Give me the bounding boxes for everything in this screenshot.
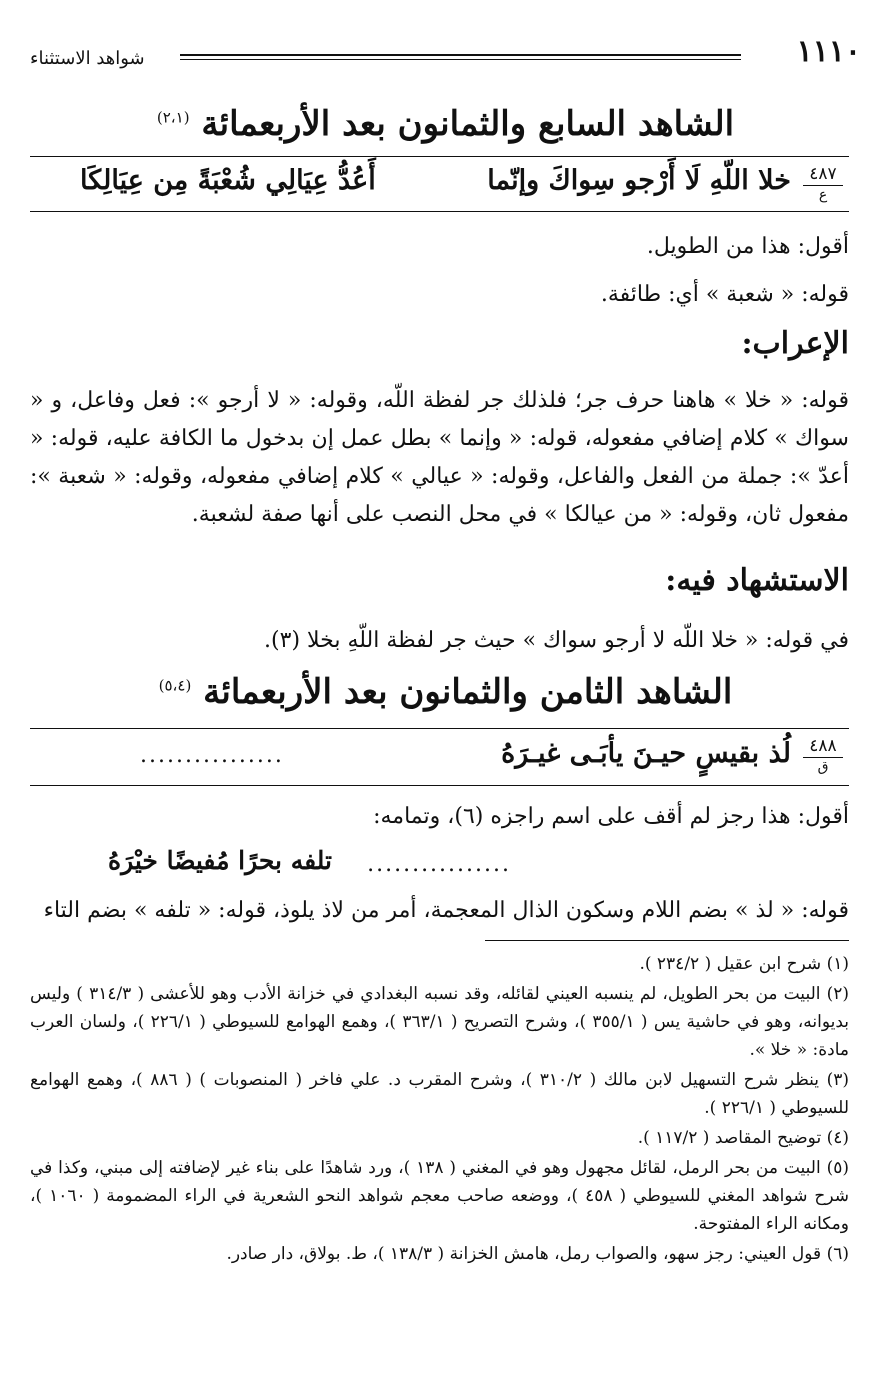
verse-488-ellipsis: ................ — [140, 743, 284, 768]
paragraph-istishhad: في قوله: « خلا اللّه لا أرجو سواك » حيث جر لفظة اللّهِ بخلا (٣). — [264, 628, 849, 653]
running-title: شواهد الاستثناء — [30, 48, 145, 69]
verse-488-box — [30, 728, 849, 786]
footnote-4: (٤) توضيح المقاصد ( ١١٧/٢ ). — [637, 1128, 849, 1148]
heading-irab: الإعراب: — [741, 326, 849, 361]
verse-487-box — [30, 156, 849, 212]
completion-ellipsis: ................ — [367, 852, 511, 877]
verse-meter-letter: ق — [817, 759, 829, 775]
footnotes — [30, 950, 849, 1270]
shahid-487-note-marks: (٢،١) — [156, 108, 190, 127]
verse-completion: تلفه بحرًا مُفيضًا خيْرَهُ — [108, 846, 332, 875]
verse-488-number — [803, 737, 843, 776]
shahid-488-note-marks: (٥،٤) — [158, 676, 192, 695]
shahid-487-title — [0, 104, 891, 144]
paragraph-aqul-rajaz: أقول: هذا رجز لم أقف على اسم راجزه (٦)، وتمامه: — [373, 804, 849, 829]
verse-487-hemistich-2: أَعُدُّ عِيَالِي شُعْبَةً مِن عِيَالِكَا — [80, 165, 376, 196]
verse-487-number — [803, 165, 843, 204]
header-rule — [180, 54, 741, 56]
shahid-488-title — [0, 672, 891, 712]
verse-number-value: ٤٨٧ — [803, 165, 843, 186]
header-rule-thin — [180, 59, 741, 60]
footnote-5: (٥) البيت من بحر الرمل، لقائل مجهول وهو في المغني ( ١٣٨ )، ورد شاهدًا على بناء غير لإضافته إلى مبني، وكذا في شرح شواهد المغني للسيوطي ( ٤٥٨ )، ووضعه صاحب معجم شواهد النحو الشعرية في الراء المضمومة ( ١٠٦٠ )، ومكانه الراء المفتوحة. — [30, 1158, 849, 1234]
shahid-487-title-text: الشاهد السابع والثمانون بعد الأربعمائة — [201, 104, 735, 144]
paragraph-aqul: أقول: هذا من الطويل. — [646, 234, 849, 259]
footnote-separator — [485, 940, 849, 941]
verse-488-hemistich-1: لُذ بقيسٍ حيـنَ يأبَـى غيـرَهُ — [501, 738, 791, 769]
paragraph-irab: قوله: « خلا » هاهنا حرف جر؛ فلذلك جر لفظة اللّه، وقوله: « لا أرجو »: فعل وفاعل، و « سواك » كلام إضافي مفعوله، قوله: « وإنما » بطل عمل إن بدخول ما الكافة عليه، قوله: « أعدّ »: جملة من الفعل والفاعل، وقوله: « عيالي » كلام إضافي مفعوله، وقوله: « شعبة »: مفعول ثان، وقوله: « من عيالكا » في محل النصب على أنها صفة لشعبة. — [30, 388, 849, 527]
paragraph-shuba: قوله: « شعبة » أي: طائفة. — [600, 282, 849, 307]
footnote-6: (٦) قول العيني: رجز سهو، والصواب رمل، هامش الخزانة ( ١٣٨/٣ )، ط. بولاق، دار صادر. — [226, 1244, 849, 1264]
shahid-488-title-text: الشاهد الثامن والثمانون بعد الأربعمائة — [203, 672, 733, 712]
footnote-1: (١) شرح ابن عقيل ( ٢٣٤/٢ ). — [639, 954, 849, 974]
footnote-2: (٢) البيت من بحر الطويل، لم ينسبه العيني لقائله، وقد نسبه البغدادي في خزانة الأدب وهو للأعشى ( ٣١٤/٣ ) وليس بديوانه، وهو في حاشية يس ( ٣٥٥/١ )، وشرح التصريح ( ٣٦٣/١ )، وهمع الهوامع للسيوطي ( ٢٢٦/١ )، ولسان العرب مادة: « خلا ». — [30, 984, 850, 1060]
footnote-3: (٣) ينظر شرح التسهيل لابن مالك ( ٣١٠/٢ )، وشرح المقرب د. علي فاخر ( المنصوبات ) ( ٨٨٦ )، وهمع الهوامع للسيوطي ( ٢٢٦/١ ). — [30, 1070, 850, 1118]
verse-number-value: ٤٨٨ — [803, 737, 843, 758]
page-number: ١١١٠ — [796, 34, 861, 69]
page-header — [30, 32, 861, 82]
heading-istishhad: الاستشهاد فيه: — [665, 563, 849, 598]
verse-487-hemistich-1: خلا اللّهِ لَا أَرْجو سِواكَ وإنّما — [487, 165, 791, 196]
verse-meter-letter: ع — [818, 187, 828, 203]
paragraph-lidh: قوله: « لذ » بضم اللام وسكون الذال المعجمة، أمر من لاذ يلوذ، قوله: « تلفه » بضم التاء — [43, 898, 849, 923]
